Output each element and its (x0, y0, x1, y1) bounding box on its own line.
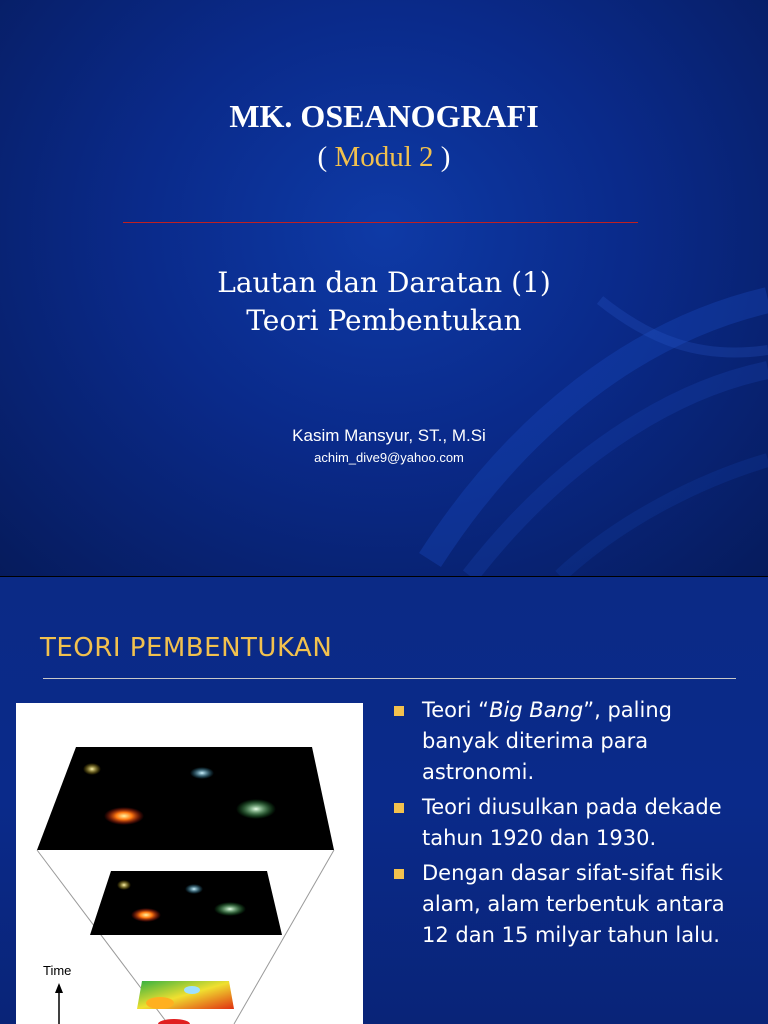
hot-core (158, 1019, 190, 1024)
slide-title-heading: MK. OSEANOGRAFI (229, 98, 539, 134)
bullet-text-emphasis: Big Bang (489, 698, 584, 722)
galaxy-early-2 (184, 986, 200, 994)
bullet-text-prefix: Teori “ (422, 698, 490, 722)
bullet-text: Teori diusulkan pada dekade tahun 1920 dan 1930. (422, 795, 722, 850)
expansion-illustration (16, 703, 363, 1024)
author-email: achim_dive9@yahoo.com (314, 450, 464, 465)
universe-plane-past (90, 871, 282, 935)
square-bullet-icon (394, 803, 404, 813)
bullet-list (392, 695, 732, 955)
subtitle-close-paren: ) (433, 141, 451, 173)
topic-block (0, 264, 768, 340)
topic-line-2: Teori Pembentukan (246, 304, 522, 337)
square-bullet-icon (394, 706, 404, 716)
galaxy-early-1 (146, 997, 174, 1009)
galaxy-green (236, 799, 276, 819)
heading-divider (43, 678, 736, 679)
universe-plane-present (37, 747, 334, 850)
bullet-item (392, 792, 732, 854)
time-axis-label: Time (43, 963, 72, 978)
bullet-text-suffix: ”, paling banyak diterima para astronomi. (422, 698, 672, 784)
galaxy-blue (190, 767, 214, 779)
subtitle-open-paren: ( (317, 141, 335, 173)
bullet-item (392, 695, 732, 788)
galaxy-blue-small (185, 884, 203, 894)
title-divider (123, 222, 638, 223)
slide-heading: TEORI PEMBENTUKAN (40, 633, 333, 663)
module-label: Modul 2 (334, 141, 434, 173)
slide-teori-pembentukan (0, 577, 768, 1024)
big-bang-diagram (16, 703, 363, 1024)
galaxy-red-small (131, 908, 161, 922)
module-subtitle (0, 141, 768, 174)
galaxy-yellow (83, 763, 101, 775)
galaxy-green-small (214, 902, 246, 916)
bullet-text: Dengan dasar sifat-sifat fisik alam, alam terbentuk antara 12 dan 15 milyar tahun lalu. (422, 861, 725, 947)
galaxy-red (104, 807, 144, 825)
bullet-item (392, 858, 732, 951)
arrow-up-icon (55, 983, 63, 993)
author-name: Kasim Mansyur, ST., M.Si (292, 426, 486, 445)
galaxy-yellow-small (117, 880, 131, 890)
topic-line-1: Lautan dan Daratan (1) (217, 266, 551, 299)
square-bullet-icon (394, 869, 404, 879)
